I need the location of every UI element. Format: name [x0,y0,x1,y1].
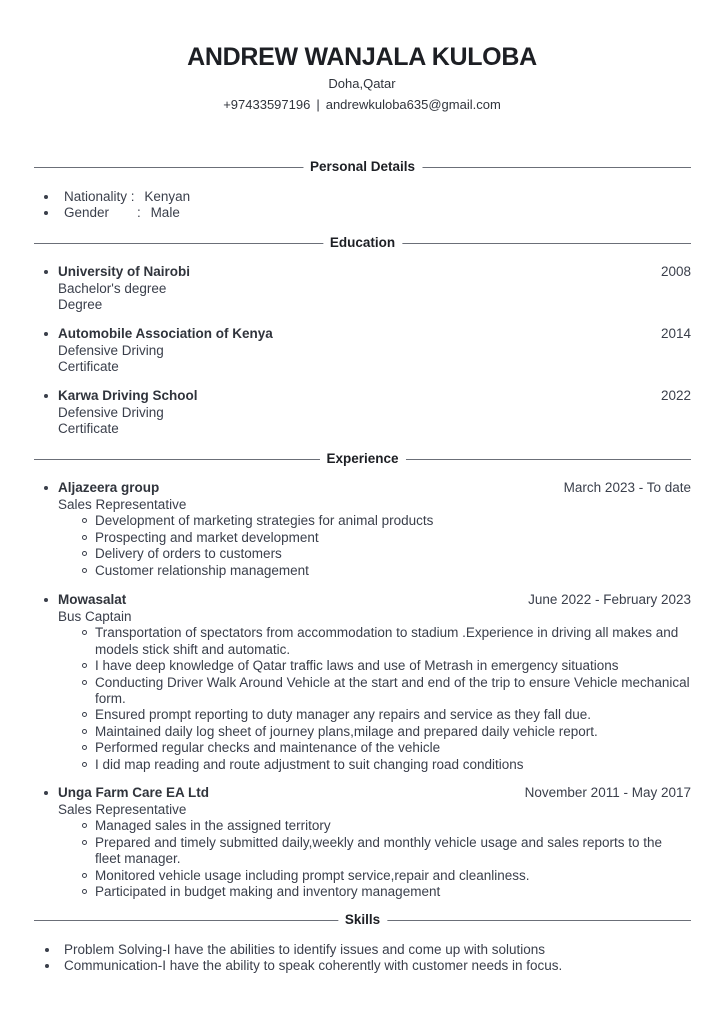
personal-value: Male [150,205,180,221]
responsibility-item [44,818,691,834]
personal-key: Gender [64,205,110,221]
employer-name: Aljazeera group [58,480,160,495]
responsibility-item [44,563,691,579]
circle-bullet [82,535,87,540]
responsibility-item [44,658,691,674]
circle-bullet [82,729,87,734]
personal-item-nationality [44,189,691,205]
responsibility-item [44,707,691,723]
skill-item [44,958,691,974]
education-detail: Bachelor's degree [58,281,167,296]
job-title: Bus Captain [58,609,132,624]
employment-dates: November 2011 - May 2017 [524,785,691,800]
section-heading-skills [34,911,691,929]
section-heading-experience [34,450,691,468]
bullet-dot [44,332,48,336]
bullet-dot [44,270,48,274]
responsibility-text: I have deep knowledge of Qatar traffic laws and use of Metrash in emergency situations [95,658,619,674]
circle-bullet [82,873,87,878]
responsibility-text: Maintained daily log sheet of journey plans,milage and prepared daily vehicle report. [95,723,598,739]
responsibility-text: Participated in budget making and inventory management [95,884,441,900]
responsibility-text: Transportation of spectators from accommodation to stadium .Experience in driving all makes and models stick shift and automatic. [95,625,679,657]
responsibility-text: Monitored vehicle usage including prompt service,repair and cleanliness. [95,867,530,883]
skill-text: Problem Solving-I have the abilities to identify issues and come up with solutions [64,942,546,957]
section-title: Skills [338,911,387,929]
personal-value: Kenyan [144,189,191,204]
education-entry-header [44,264,691,281]
candidate-location: Doha,Qatar [328,76,396,91]
responsibility-text: Managed sales in the assigned territory [95,818,331,834]
responsibility-list [44,513,691,579]
bullet-dot [44,211,48,215]
skill-text: Communication-I have the ability to speak coherently with customer needs in focus. [64,958,563,974]
experience-entry-header [44,592,691,609]
resume-header [0,40,724,114]
circle-bullet [82,518,87,523]
education-entry [44,326,691,376]
personal-item-gender [44,205,691,221]
responsibility-text: Performed regular checks and maintenance of the vehicle [95,740,441,756]
job-title: Sales Representative [58,802,187,817]
responsibility-text: Ensured prompt reporting to duty manager any repairs and service as they fall due. [95,707,592,723]
personal-details [44,189,691,222]
education-detail: Certificate [58,359,119,375]
institution-name: University of Nairobi [58,264,191,279]
education-entry-header [44,326,691,343]
responsibility-text: Conducting Driver Walk Around Vehicle at the start and end of the trip to ensure Vehicle mechanical form. [95,674,690,707]
responsibility-text: Delivery of orders to customers [95,546,282,562]
responsibility-text: Development of marketing strategies for animal products [95,513,434,529]
section-title: Personal Details [303,158,422,176]
phone-number: +97433597196 [223,97,311,112]
bullet-dot [45,964,49,968]
responsibility-item [44,740,691,756]
education-date: 2014 [660,326,691,341]
bullet-dot [44,195,48,199]
circle-bullet [82,889,87,894]
education-detail: Certificate [58,421,119,437]
personal-key: Nationality : [64,189,135,204]
circle-bullet [82,762,87,767]
experience-entry [44,480,691,579]
circle-bullet [82,823,87,828]
responsibility-text: Prepared and timely submitted daily,weekly and monthly vehicle usage and sales reports to the fleet manager. [95,834,663,867]
responsibility-item [44,835,691,868]
education-date: 2008 [660,264,691,279]
responsibility-item [44,675,691,708]
education-entry [44,264,691,314]
education-detail: Degree [58,297,103,313]
employer-name: Mowasalat [58,592,127,607]
section-title: Experience [319,450,405,468]
job-title: Sales Representative [58,497,187,512]
bullet-dot [45,948,49,952]
education-entry [44,388,691,438]
education-entry-header [44,388,691,405]
email-address: andrewkuloba635@gmail.com [325,97,501,112]
responsibility-text: Prospecting and market development [95,529,319,545]
circle-bullet [82,568,87,573]
section-heading-education [34,234,691,252]
skills-list [44,942,691,975]
circle-bullet [82,680,87,685]
experience-entry-header [44,785,691,802]
section-heading-personal [34,158,691,176]
circle-bullet [82,551,87,556]
responsibility-text: I did map reading and route adjustment to suit changing road conditions [95,756,524,772]
responsibility-text: Customer relationship management [95,562,309,578]
responsibility-item [44,625,691,658]
bullet-dot [44,598,48,602]
responsibility-list [44,625,691,773]
experience-entry [44,785,691,900]
section-title: Education [323,234,402,252]
employer-name: Unga Farm Care EA Ltd [58,785,210,800]
circle-bullet [82,630,87,635]
employment-dates: June 2022 - February 2023 [528,592,691,607]
circle-bullet [82,840,87,845]
education-detail: Defensive Driving [58,405,164,420]
education-date: 2022 [660,388,691,403]
institution-name: Karwa Driving School [58,388,198,403]
responsibility-item [44,546,691,562]
bullet-dot [44,394,48,398]
responsibility-item [44,757,691,773]
contact-separator: | [316,97,320,112]
skill-item [44,942,691,958]
responsibility-item [44,530,691,546]
responsibility-item [44,868,691,884]
experience-entry [44,592,691,773]
skills-items [44,942,691,975]
candidate-name: ANDREW WANJALA KULOBA [187,43,537,71]
circle-bullet [82,663,87,668]
experience-entry-header [44,480,691,497]
employment-dates: March 2023 - To date [563,480,691,495]
responsibility-item [44,513,691,529]
circle-bullet [82,745,87,750]
responsibility-item [44,884,691,900]
responsibility-item [44,724,691,740]
bullet-dot [44,486,48,490]
personal-colon: : [137,205,141,221]
bullet-dot [44,791,48,795]
education-detail: Defensive Driving [58,343,164,358]
institution-name: Automobile Association of Kenya [58,326,273,341]
responsibility-list [44,818,691,900]
circle-bullet [82,712,87,717]
contact-line [0,96,724,114]
